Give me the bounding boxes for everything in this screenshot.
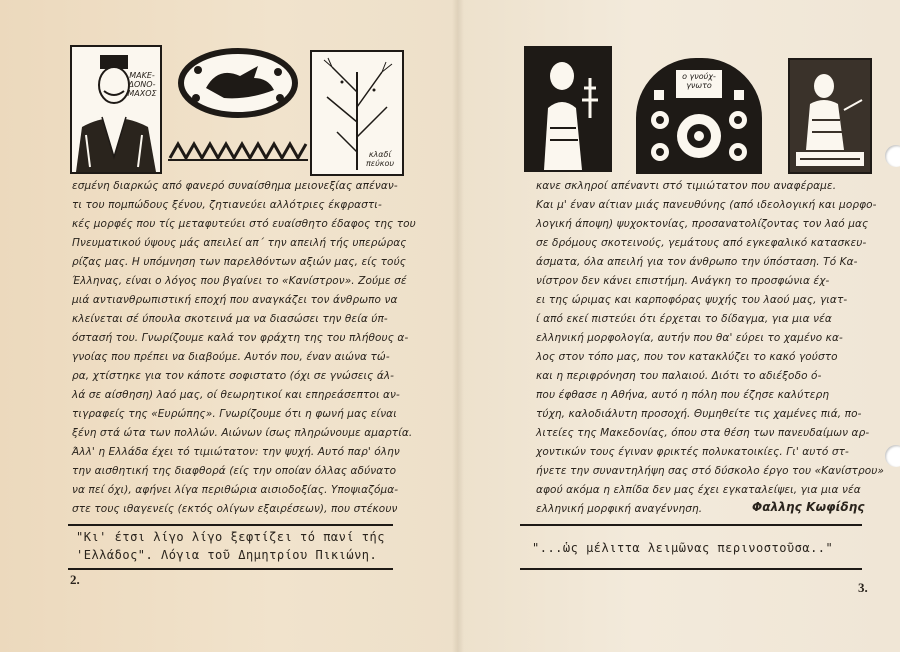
right-line: ελληνική μορφική αναγέννηση. <box>536 503 703 515</box>
right-caption: "...ὡς μέλιττα λειμῶνας περινοστοῦσα.." <box>532 541 834 555</box>
bird-icon <box>178 48 298 118</box>
left-line: κλείνεται σέ ύπουλα σκοτεινά μα να διασώσει την θεία ύπ- <box>72 313 388 325</box>
left-line: να πεί όχι), αφήνει λίγα περιθώρια αισιοδοξίας. Υποψιαζόμα- <box>72 484 399 496</box>
left-line: μιά αντιανθρωπιστική εποχή που αναγκάζει τον άνθρωπο να <box>72 294 398 306</box>
right-caption-rule-top <box>520 524 862 526</box>
zigzag-ornament-icon <box>168 140 308 162</box>
left-caption-text: "Κι' έτσι λίγο λίγο ξεφτίζει τό πανί τής 'Ελλάδος". Λόγια τοῦ Δημητρίου Πικιώνη. <box>76 530 385 562</box>
right-line: λογική άποψη) ψυχοκτονίας, προσανατολίζοντας τον λαό μας <box>536 218 869 230</box>
left-line: την αισθητική της διαφθορά (είς την οποίαν όλλας αδύνατο <box>72 465 397 477</box>
woodcut-bird <box>178 48 298 118</box>
right-line: τύχη, καλοδιάλυτη προσοχή. Θυμηθείτε τις χαμένες πιά, πο- <box>536 408 862 420</box>
left-line: τι του πομπώδους ξένου, ζητιανεύει αλλότριες έκφραστι- <box>72 199 382 211</box>
branch-label: κλαδί πεύκου <box>365 150 394 168</box>
right-line: ί από εκεί πιστεύει ότι έρχεται το δίδαγμα, για μια νέα <box>536 313 832 325</box>
left-line: γνοίας που πρέπει να διαβούμε. Αυτόν που, έναν αιώνα τώ- <box>72 351 390 363</box>
woodcut-portrait <box>70 45 162 174</box>
ornament-border <box>168 140 308 162</box>
left-line: Πνευματικού ύψους μάς απειλεί απ΄ την απειλή τής υπερώρας <box>72 237 407 249</box>
left-caption-rule-top <box>68 524 393 526</box>
right-line: Και μ' έναν αίτιαν μιάς πανευθύνης (από ιδεολογική και μορφο- <box>536 199 877 211</box>
woodcut-weaver <box>788 58 872 174</box>
left-caption <box>76 528 388 564</box>
right-line: ελληνική μορφολογία, αυτήν που θα' εύρει το χαμένο κα- <box>536 332 843 344</box>
right-page-number: 3. <box>858 580 868 595</box>
woodcut-pine-branch <box>310 50 404 176</box>
portrait-label: ΜΑΚΕ-ΔΟΝΟ-ΜΑΧΟΣ <box>127 71 157 98</box>
woodcut-woman <box>524 46 612 172</box>
arch-label: ο γνούχ-γνωτο <box>682 72 716 90</box>
left-caption-rule-bottom <box>68 568 393 570</box>
woodcut-arch-panel <box>636 58 762 174</box>
left-line: ξένη στά ώτα των πολλών. Αιώνων ίσως πληρώνουμε αμαρτία. <box>72 427 413 439</box>
left-line: ρίζας μας. Η υπόμνηση των παρελθόντων αξιών μας, είς τούς <box>72 256 407 268</box>
right-line: χοντικών τους έγιναν φρικτές πολυκατοικίες. Γι' αυτό στ- <box>536 446 849 458</box>
left-line: όστασή του. Γνωρίζουμε καλά τον φράχτη της του πλήθους α- <box>72 332 409 344</box>
right-line: ήνετε την συναντηλήψη σας στό δύσκολο έργο του «Κανίστρου» <box>536 465 885 477</box>
left-page-number: 2. <box>70 572 80 587</box>
weaver-figure-icon <box>790 60 870 172</box>
right-line: άσματα, όλα απειλή για τον άνθρωπο την ύπόσταση. Τό Κα- <box>536 256 858 268</box>
left-line: εσμένη διαρκώς από φανερό συναίσθημα μειονεξίας απέναν- <box>72 180 398 192</box>
binder-hole-bottom <box>885 445 900 467</box>
binder-hole-top <box>885 145 900 167</box>
right-line: λος στον τόπο μας, που τον κατακλύζει το κακό γούστο <box>536 351 838 363</box>
left-line: στε τους ιθαγενείς (εκτός ολίγων εξαιρέσεων), που στέκουν <box>72 503 398 515</box>
right-line: που έφθασε η Αθήνα, αυτό η πόλη που έζησε καλύτερη <box>536 389 830 401</box>
signature: Φαλλης Κωφίδης <box>752 500 865 514</box>
left-line: λά σε αίσθηση) λαό μας, οί θεωρητικοί και επηρεάσεπτοι αν- <box>72 389 400 401</box>
right-line: σε δρόμους σκοτεινούς, γεμάτους από εγκεφαλικό κατασκευ- <box>536 237 867 249</box>
right-line: λιτείες της Μακεδονίας, όπου στα θέση των πανευδαίμων αρ- <box>536 427 870 439</box>
left-line: κές μορφές που τίς μεταφυτεύει στό ευαίσθητο έδαφος της του <box>72 218 416 230</box>
right-caption-rule-bottom <box>520 568 862 570</box>
left-line: τιγραφείς της «Ευρώπης». Γνωρίζουμε ότι η φωνή μας είναι <box>72 408 397 420</box>
woman-figure-icon <box>526 48 610 170</box>
right-line: και η περιφρόνηση του παλαιού. Διότι το αδιέξοδο ό- <box>536 370 822 382</box>
right-line: αφού ακόμα η ελπίδα δεν μας έχει εγκαταλείψει, για μια νέα <box>536 484 861 496</box>
right-line: νίστρον δεν κάνει επιστήμη. Ανάγκη το προσφώνια έχ- <box>536 275 830 287</box>
book-fold <box>452 0 464 652</box>
left-line: ρα, χτίστηκε για τον κάποτε σοφιστατο (όχι σε γνώσεις άλ- <box>72 370 395 382</box>
right-line: ει της ώριμας και καρποφόρας ψυχής του λαού μας, γιατ- <box>536 294 848 306</box>
portrait-figure-icon <box>72 47 160 172</box>
left-line: Άλλ' η Ελλάδα έχει τό τιμιώτατον: την ψυχή. Αυτό παρ' όλην <box>72 446 400 458</box>
left-line: Έλληνας, είναι ο λόγος που βγαίνει το «Κανίστρον». Ζούμε σέ <box>72 275 407 287</box>
right-line: κανε σκληροί απέναντι στό τιμιώτατον που αναφέραμε. <box>536 180 837 192</box>
